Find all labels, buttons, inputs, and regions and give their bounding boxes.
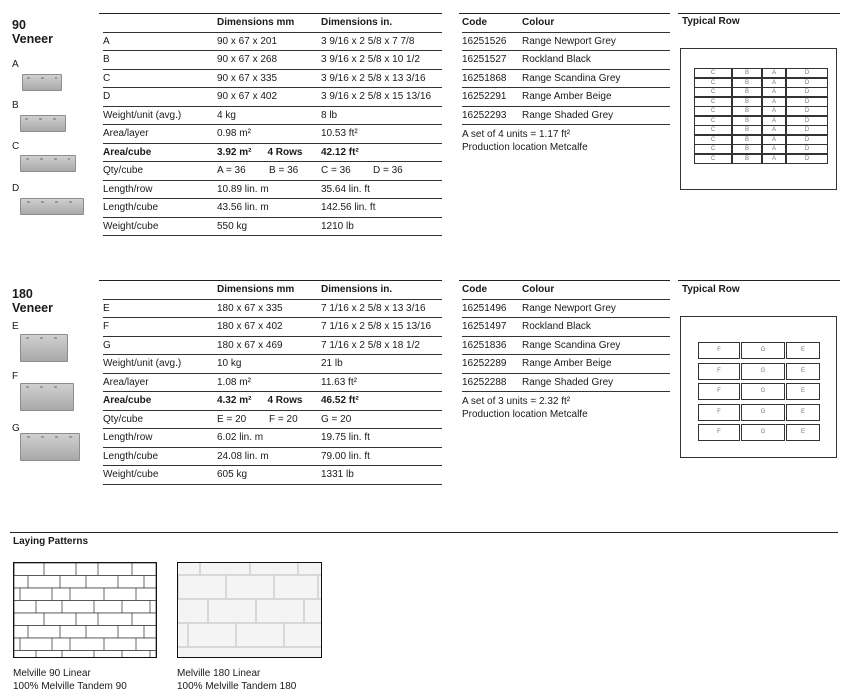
table-cell: 1331 lb [321, 466, 442, 485]
table-cell: 43.56 lin. m [217, 199, 321, 218]
area-value: 4.32 m² [217, 395, 252, 407]
row-unit-a: A [762, 78, 786, 88]
row-unit-e: E [786, 424, 820, 441]
table-cell [217, 410, 442, 429]
row-unit-c: C [694, 97, 732, 107]
table-cell: Rockland Black [522, 51, 670, 70]
table-row [462, 355, 670, 374]
table-cell: 16252288 [462, 373, 522, 392]
row-unit-d: D [786, 125, 828, 135]
qty-value: C = 36 [321, 165, 351, 177]
row-unit-e: E [786, 342, 820, 359]
qty-value: G = 20 [321, 413, 352, 425]
block-image-e [20, 334, 68, 362]
column-header [103, 14, 217, 32]
row-unit-a: A [762, 97, 786, 107]
table-cell: 10.89 lin. m [217, 180, 321, 199]
table-cell: 16251868 [462, 69, 522, 88]
table-row [103, 355, 442, 374]
table-cell: Weight/cube [103, 466, 217, 485]
laying-pattern-180 [177, 562, 322, 658]
table-cell: Area/cube [103, 392, 217, 411]
column-header: Colour [522, 14, 670, 32]
row-unit-e: E [786, 363, 820, 380]
row-unit-f: F [698, 424, 740, 441]
table-cell: 90 x 67 x 402 [217, 88, 321, 107]
table-cell: 180 x 67 x 402 [217, 318, 321, 337]
block-label: C [12, 141, 20, 152]
table-cell: 16251836 [462, 336, 522, 355]
row-unit-a: A [762, 106, 786, 116]
typical-row-title: Typical Row [682, 284, 740, 295]
table-cell: Length/row [103, 429, 217, 448]
table-cell: D [103, 88, 217, 107]
table-row [103, 106, 442, 125]
qty-value: A = 36 [217, 165, 246, 177]
table-cell: 16252289 [462, 355, 522, 374]
block-image-d [20, 198, 84, 215]
column-header [103, 281, 217, 299]
row-unit-b: B [732, 68, 762, 78]
table-cell: B [103, 51, 217, 70]
table-cell: 90 x 67 x 268 [217, 51, 321, 70]
table-cell: Weight/unit (avg.) [103, 355, 217, 374]
table-cell: 605 kg [217, 466, 321, 485]
row-unit-a: A [762, 135, 786, 145]
table-row [462, 106, 670, 125]
table-cell: 0.98 m² [217, 125, 321, 144]
typical-row-rule [678, 280, 840, 281]
table-row [103, 373, 442, 392]
area-value: 3.92 m² [217, 146, 252, 158]
typical-row-diagram-90 [680, 48, 837, 190]
row-unit-b: B [732, 144, 762, 154]
row-unit-b: B [732, 154, 762, 164]
table-cell: 16251527 [462, 51, 522, 70]
table-cell: 180 x 67 x 469 [217, 336, 321, 355]
block-label: F [12, 371, 19, 382]
table-row [103, 318, 442, 337]
row-unit-f: F [698, 383, 740, 400]
row-unit-g: G [741, 383, 785, 400]
row-unit-g: G [741, 424, 785, 441]
table-cell [217, 162, 442, 181]
table-cell: Length/cube [103, 447, 217, 466]
table-cell: Area/layer [103, 125, 217, 144]
row-unit-d: D [786, 97, 828, 107]
table-cell: 7 1/16 x 2 5/8 x 15 13/16 [321, 318, 442, 337]
table-row [103, 466, 442, 485]
table-cell: 19.75 lin. ft [321, 429, 442, 448]
row-unit-d: D [786, 106, 828, 116]
column-header: Dimensions in. [321, 14, 442, 32]
row-unit-d: D [786, 78, 828, 88]
qty-value: D = 36 [373, 165, 403, 177]
table-cell: Range Scandina Grey [522, 69, 670, 88]
table-cell: Range Newport Grey [522, 32, 670, 51]
table-cell: 16252293 [462, 106, 522, 125]
table-cell [217, 392, 321, 411]
notes-180: A set of 3 units = 2.32 ft² Production location Metcalfe [462, 396, 588, 420]
table-row [103, 125, 442, 144]
column-header: Dimensions in. [321, 281, 442, 299]
code-table-180 [462, 281, 670, 392]
section-title-90: 90 Veneer [12, 18, 54, 46]
table-row [103, 410, 442, 429]
row-unit-b: B [732, 97, 762, 107]
typical-row-diagram-180 [680, 316, 837, 458]
block-image-a [22, 74, 62, 91]
row-unit-g: G [741, 363, 785, 380]
row-unit-a: A [762, 87, 786, 97]
row-unit-g: G [741, 404, 785, 421]
row-unit-c: C [694, 154, 732, 164]
code-table-90 [462, 14, 670, 125]
table-cell: 21 lb [321, 355, 442, 374]
row-unit-c: C [694, 144, 732, 154]
table-cell: Length/cube [103, 199, 217, 218]
row-unit-c: C [694, 125, 732, 135]
row-unit-f: F [698, 342, 740, 359]
row-unit-e: E [786, 383, 820, 400]
table-cell: 1210 lb [321, 217, 442, 236]
brick-pattern-180-icon [178, 563, 321, 657]
table-cell: 90 x 67 x 201 [217, 32, 321, 51]
row-unit-c: C [694, 68, 732, 78]
table-cell: G [103, 336, 217, 355]
column-header: Dimensions mm [217, 281, 321, 299]
brick-pattern-90-icon [14, 563, 156, 657]
table-cell: Area/cube [103, 143, 217, 162]
row-unit-b: B [732, 116, 762, 126]
notes-90: A set of 4 units = 1.17 ft² Production location Metcalfe [462, 129, 588, 153]
table-row [462, 32, 670, 51]
table-cell: Range Amber Beige [522, 355, 670, 374]
table-row [103, 217, 442, 236]
block-label: D [12, 183, 20, 194]
row-unit-a: A [762, 154, 786, 164]
table-row [103, 162, 442, 181]
block-image-g [20, 433, 80, 461]
row-unit-f: F [698, 404, 740, 421]
row-unit-f: F [698, 363, 740, 380]
row-unit-a: A [762, 68, 786, 78]
row-unit-a: A [762, 144, 786, 154]
table-cell: 3 9/16 x 2 5/8 x 7 7/8 [321, 32, 442, 51]
table-cell: Weight/unit (avg.) [103, 106, 217, 125]
table-cell: 3 9/16 x 2 5/8 x 10 1/2 [321, 51, 442, 70]
table-row [103, 447, 442, 466]
table-cell: 142.56 lin. ft [321, 199, 442, 218]
row-unit-b: B [732, 87, 762, 97]
block-label: A [12, 59, 19, 70]
pattern-caption-90: Melville 90 Linear 100% Melville Tandem 90 [13, 668, 127, 692]
typical-row-rule [678, 13, 840, 14]
table-row [103, 180, 442, 199]
row-unit-e: E [786, 404, 820, 421]
table-cell: 90 x 67 x 335 [217, 69, 321, 88]
block-label: B [12, 100, 19, 111]
table-row [103, 88, 442, 107]
table-row [462, 373, 670, 392]
row-unit-c: C [694, 116, 732, 126]
table-row [103, 336, 442, 355]
laying-patterns-title: Laying Patterns [13, 536, 89, 547]
table-cell: 16251526 [462, 32, 522, 51]
table-row [103, 32, 442, 51]
table-row [462, 299, 670, 318]
table-cell: F [103, 318, 217, 337]
row-unit-d: D [786, 116, 828, 126]
table-cell: 4 kg [217, 106, 321, 125]
table-cell: 46.52 ft² [321, 392, 442, 411]
table-cell: 42.12 ft² [321, 143, 442, 162]
table-cell: Qty/cube [103, 162, 217, 181]
table-cell: Range Shaded Grey [522, 106, 670, 125]
block-image-b [20, 115, 66, 132]
table-cell: 16251496 [462, 299, 522, 318]
table-cell: E [103, 299, 217, 318]
row-unit-g: G [741, 342, 785, 359]
table-row [103, 299, 442, 318]
table-row [103, 199, 442, 218]
column-header: Code [462, 281, 522, 299]
qty-value: E = 20 [217, 413, 247, 425]
table-cell: 24.08 lin. m [217, 447, 321, 466]
table-cell: 7 1/16 x 2 5/8 x 13 3/16 [321, 299, 442, 318]
block-label: E [12, 321, 19, 332]
table-row [103, 51, 442, 70]
column-header: Dimensions mm [217, 14, 321, 32]
table-row [462, 51, 670, 70]
table-cell: 6.02 lin. m [217, 429, 321, 448]
row-unit-d: D [786, 135, 828, 145]
table-row [462, 336, 670, 355]
table-cell: C [103, 69, 217, 88]
rows-count: 4 Rows [267, 395, 303, 407]
row-unit-a: A [762, 125, 786, 135]
laying-rule [10, 532, 838, 533]
row-unit-c: C [694, 135, 732, 145]
row-unit-d: D [786, 68, 828, 78]
table-cell: 7 1/16 x 2 5/8 x 18 1/2 [321, 336, 442, 355]
block-image-f [20, 383, 74, 411]
table-row [462, 88, 670, 107]
block-label: G [12, 423, 20, 434]
table-cell: 10.53 ft² [321, 125, 442, 144]
column-header: Code [462, 14, 522, 32]
table-row [103, 143, 442, 162]
pattern-caption-180: Melville 180 Linear 100% Melville Tandem 180 [177, 668, 297, 692]
table-cell: Range Amber Beige [522, 88, 670, 107]
table-cell: Weight/cube [103, 217, 217, 236]
table-row [103, 429, 442, 448]
section-title-180: 180 Veneer [12, 287, 54, 315]
row-unit-c: C [694, 106, 732, 116]
table-cell: Area/layer [103, 373, 217, 392]
table-cell: 3 9/16 x 2 5/8 x 13 3/16 [321, 69, 442, 88]
row-unit-d: D [786, 87, 828, 97]
laying-pattern-90 [13, 562, 157, 658]
table-row [462, 69, 670, 88]
table-cell: Range Shaded Grey [522, 373, 670, 392]
row-unit-b: B [732, 135, 762, 145]
row-unit-d: D [786, 154, 828, 164]
table-cell: 16251497 [462, 318, 522, 337]
row-unit-b: B [732, 106, 762, 116]
table-cell: 8 lb [321, 106, 442, 125]
rows-count: 4 Rows [267, 146, 303, 158]
table-cell: Range Newport Grey [522, 299, 670, 318]
table-cell: 1.08 m² [217, 373, 321, 392]
spec-table-90 [103, 14, 442, 236]
row-unit-b: B [732, 125, 762, 135]
table-cell: 3 9/16 x 2 5/8 x 15 13/16 [321, 88, 442, 107]
table-row [103, 392, 442, 411]
spec-table-180 [103, 281, 442, 485]
table-row [462, 318, 670, 337]
column-header: Colour [522, 281, 670, 299]
table-row [103, 69, 442, 88]
typical-row-title: Typical Row [682, 16, 740, 27]
table-cell: Length/row [103, 180, 217, 199]
table-cell: 550 kg [217, 217, 321, 236]
block-image-c [20, 155, 76, 172]
qty-value: B = 36 [269, 165, 299, 177]
table-cell: 79.00 lin. ft [321, 447, 442, 466]
table-cell: A [103, 32, 217, 51]
table-cell: 180 x 67 x 335 [217, 299, 321, 318]
table-cell: 35.64 lin. ft [321, 180, 442, 199]
row-unit-c: C [694, 87, 732, 97]
table-cell: 16252291 [462, 88, 522, 107]
table-cell: 11.63 ft² [321, 373, 442, 392]
table-cell: Rockland Black [522, 318, 670, 337]
table-cell: 10 kg [217, 355, 321, 374]
table-cell: Qty/cube [103, 410, 217, 429]
row-unit-a: A [762, 116, 786, 126]
row-unit-b: B [732, 78, 762, 88]
row-unit-d: D [786, 144, 828, 154]
row-unit-c: C [694, 78, 732, 88]
table-cell: Range Scandina Grey [522, 336, 670, 355]
qty-value: F = 20 [269, 413, 298, 425]
table-cell [217, 143, 321, 162]
